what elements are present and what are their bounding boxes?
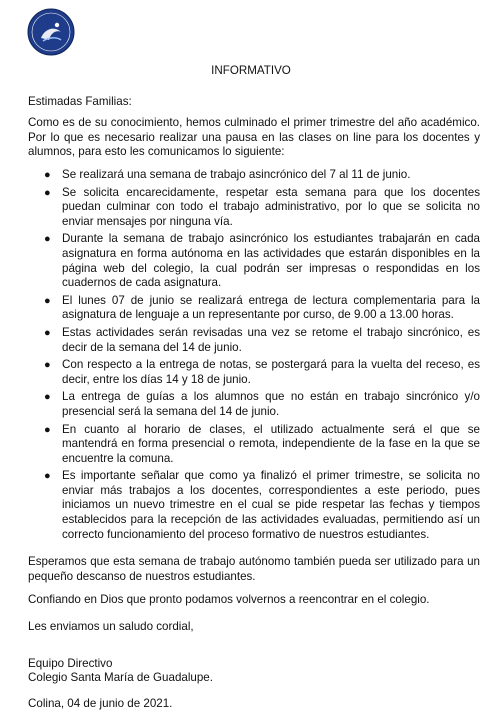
closing-paragraph: Confiando en Dios que pronto podamos volvernos a reencontrar en el colegio. [28, 593, 430, 606]
bullet-icon: ● [44, 294, 51, 307]
list-item: ● Se realizará una semana de trabajo asincrónico del 7 al 11 de junio. [44, 168, 411, 181]
bullet-icon: ● [44, 423, 51, 436]
bullet-icon: ● [44, 391, 51, 404]
bullet-list [28, 168, 480, 545]
list-item: ● La entrega de guías a los alumnos que no están en trabajo sincrónico y/o presencial será la semana del 14 de junio. [44, 390, 480, 418]
list-item: ● Se solicita encarecidamente, respetar esta semana para que los docentes puedan culminar con todo el trabajo administrativo, por lo que se solicita no enviar mensajes por ninguna vía. [44, 185, 480, 228]
closing-paragraph: Esperamos que esta semana de trabajo autónomo también pueda ser utilizado para un pequeño descanso de nuestros estudiantes. [28, 555, 480, 583]
list-item: ● El lunes 07 de junio se realizará entrega de lectura complementaria para la asignatura de lenguaje a un representante por curso, de 9.00 a 13.00 horas. [44, 293, 480, 322]
list-item: ● Estas actividades serán revisadas una vez se retome el trabajo sincrónico, es decir de la semana del 14 de junio. [44, 325, 480, 354]
bullet-icon: ● [44, 233, 51, 246]
bullet-icon: ● [44, 169, 51, 181]
signature-school: Colegio Santa María de Guadalupe. [28, 671, 213, 684]
farewell: Les enviamos un saludo cordial, [28, 620, 194, 633]
bullet-icon: ● [44, 470, 51, 483]
bullet-icon: ● [44, 186, 51, 199]
school-crest-icon [27, 8, 75, 56]
bullet-icon: ● [44, 359, 51, 372]
list-item: ● Durante la semana de trabajo asincrónico los estudiantes trabajarán en cada asignatura en forma autónoma en las actividades que estarán disponibles en la página web del colegio, la cual podrán ser impresas o respondidas en los cuadernos de cada asignatura. [44, 232, 480, 290]
page-title: INFORMATIVO [211, 64, 291, 77]
intro-paragraph: Como es de su conocimiento, hemos culminado el primer trimestre del año académico. Por lo que es necesario realizar una pausa en las clases on line para los docentes y alumnos, para esto les comunicamos lo siguiente: [28, 116, 480, 159]
list-item: ● Es importante señalar que como ya finalizó el primer trimestre, se solicita no enviar más trabajos a los docentes, correspondientes a este periodo, pues iniciamos un nuevo trimestre en el cual se pide respetar las fechas y tiempos establecidos para la recepción de las actividades evaluadas, permitiendo así un correcto funcionamiento del proceso formativo de nuestros estudiantes. [44, 469, 480, 541]
list-item: ● Con respecto a la entrega de notas, se postergará para la vuelta del receso, es decir, entre los días 14 y 18 de junio. [44, 358, 480, 386]
letter-date: Colina, 04 de junio de 2021. [28, 697, 173, 710]
signature-team: Equipo Directivo [28, 657, 113, 670]
list-item: ● En cuanto al horario de clases, el utilizado actualmente será el que se mantendrá en forma presencial o remota, independiente de la fase en la que se encuentre la comuna. [44, 422, 480, 465]
bullet-icon: ● [44, 326, 51, 339]
greeting: Estimadas Familias: [28, 95, 132, 108]
